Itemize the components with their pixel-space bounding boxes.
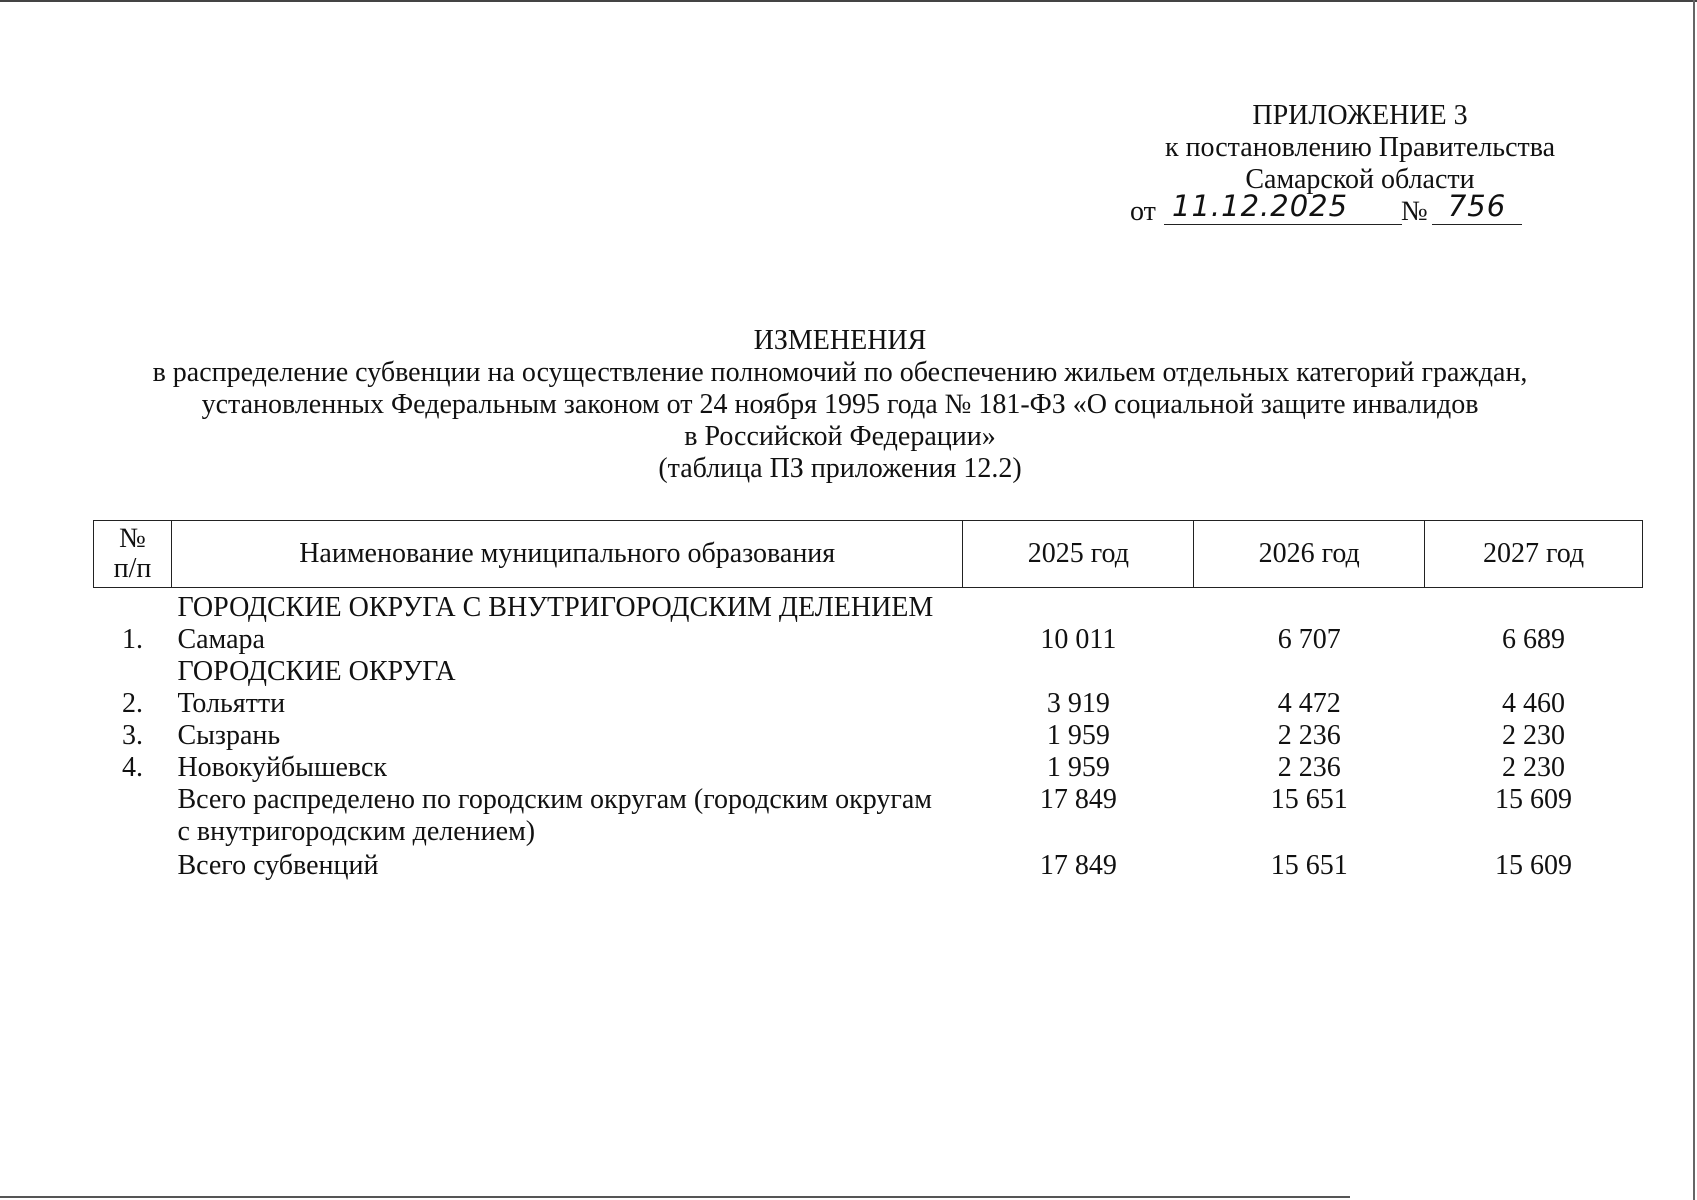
row-number: 4. <box>121 752 143 783</box>
appendix-line-2: Самарской области <box>1245 164 1475 195</box>
title-line-2: установленных Федеральным законом от 24 ноября 1995 года № 181-ФЗ «О социальной защите инвалидов <box>201 389 1479 420</box>
header-name: Наименование муниципального образования <box>171 521 963 588</box>
row-2027: 4 460 <box>1502 688 1566 719</box>
handwritten-number: 756 <box>1432 190 1522 225</box>
number-label: № <box>1401 196 1428 227</box>
total-row <box>94 848 1643 882</box>
section-title: ГОРОДСКИЕ ОКРУГА С ВНУТРИГОРОДСКИМ ДЕЛЕНИЕМ <box>177 592 934 623</box>
row-name: Сызрань <box>177 720 281 751</box>
table-row <box>94 624 1643 656</box>
row-number: 1. <box>121 624 143 655</box>
header-2026: 2026 год <box>1194 521 1425 588</box>
order-reference <box>1080 189 1640 232</box>
row-2025: 1 959 <box>1046 752 1110 783</box>
table-row <box>94 752 1643 784</box>
row-2026: 2 236 <box>1277 752 1341 783</box>
subtotal-2027: 15 609 <box>1495 784 1573 815</box>
row-2026: 4 472 <box>1277 688 1341 719</box>
scan-edge-top <box>0 0 1697 2</box>
header-2027: 2027 год <box>1425 521 1643 588</box>
handwritten-date: 11.12.2025 <box>1164 190 1402 225</box>
subtotal-row <box>94 784 1643 848</box>
row-2025: 10 011 <box>1040 624 1117 655</box>
section-title: ГОРОДСКИЕ ОКРУГА <box>177 656 456 687</box>
row-2027: 6 689 <box>1502 624 1566 655</box>
header-number: № п/п <box>94 521 172 588</box>
row-2026: 6 707 <box>1277 624 1341 655</box>
scan-edge-right <box>1693 0 1695 1200</box>
total-2027: 15 609 <box>1495 850 1573 881</box>
appendix-header <box>1080 100 1640 232</box>
total-name: Всего субвенций <box>177 850 379 881</box>
subtotal-2025: 17 849 <box>1039 784 1117 815</box>
row-number: 3. <box>121 720 143 751</box>
from-label: от <box>1130 196 1156 227</box>
title-line-1: в распределение субвенции на осуществление полномочий по обеспечению жильем отдельных категорий граждан, <box>152 357 1528 388</box>
appendix-title: ПРИЛОЖЕНИЕ 3 <box>1252 100 1468 131</box>
subtotal-2026: 15 651 <box>1270 784 1348 815</box>
row-number: 2. <box>121 688 143 719</box>
section-row <box>94 588 1643 625</box>
allocation-table <box>93 520 1643 882</box>
scan-edge-bottom <box>0 1196 1350 1198</box>
header-2025: 2025 год <box>963 521 1194 588</box>
row-2025: 3 919 <box>1046 688 1110 719</box>
table-row <box>94 688 1643 720</box>
title-heading: ИЗМЕНЕНИЯ <box>753 325 927 356</box>
row-name: Новокуйбышевск <box>177 752 388 783</box>
subtotal-name: Всего распределено по городским округам (городским округам с внутригородским делением) <box>177 784 933 847</box>
row-2027: 2 230 <box>1502 752 1566 783</box>
appendix-line-1: к постановлению Правительства <box>1164 132 1556 163</box>
total-2026: 15 651 <box>1270 850 1348 881</box>
row-name: Самара <box>177 624 265 655</box>
row-2025: 1 959 <box>1046 720 1110 751</box>
document-title <box>60 325 1620 485</box>
row-2026: 2 236 <box>1277 720 1341 751</box>
table-row <box>94 720 1643 752</box>
section-row <box>94 656 1643 688</box>
row-2027: 2 230 <box>1502 720 1566 751</box>
title-line-4: (таблица ПЗ приложения 12.2) <box>658 453 1022 484</box>
table-header-row <box>94 521 1643 588</box>
total-2025: 17 849 <box>1039 850 1117 881</box>
row-name: Тольятти <box>177 688 286 719</box>
title-line-3: в Российской Федерации» <box>684 421 996 452</box>
